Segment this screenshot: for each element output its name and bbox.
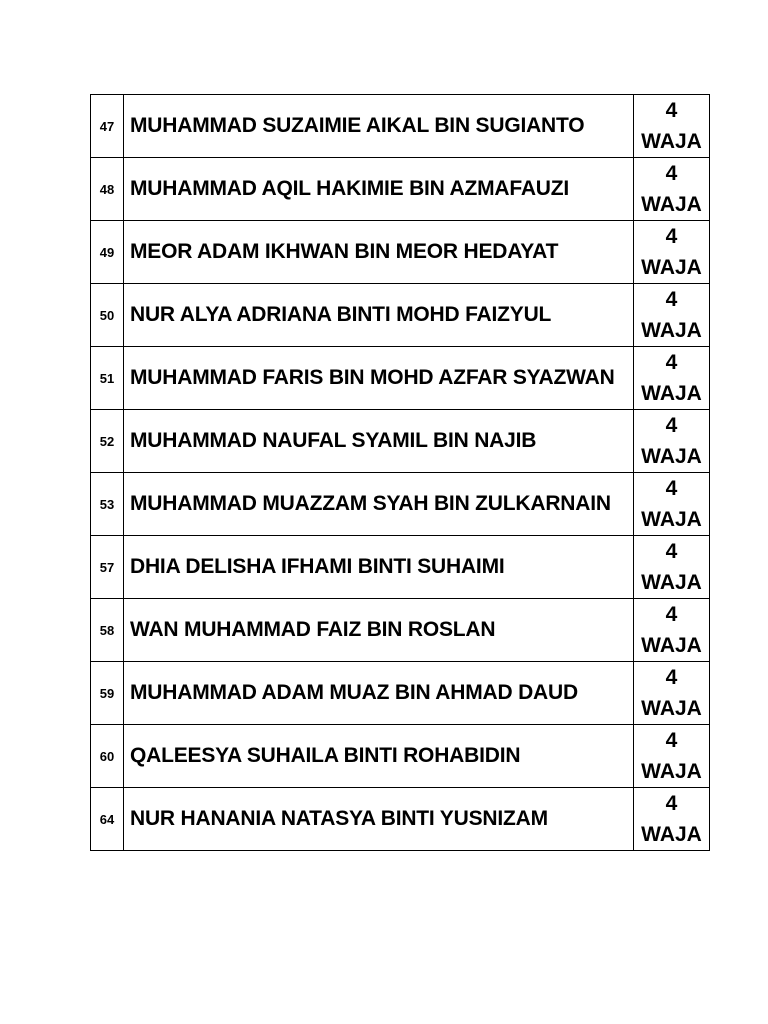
table-row [91, 473, 710, 536]
class-name: WAJA [641, 697, 702, 720]
table-row [91, 662, 710, 725]
class-level: 4 [665, 666, 678, 689]
class-cell [634, 725, 710, 788]
student-name: MUHAMMAD SUZAIMIE AIKAL BIN SUGIANTO [124, 95, 634, 158]
row-number: 60 [91, 725, 124, 788]
class-name: WAJA [641, 193, 702, 216]
row-number: 64 [91, 788, 124, 851]
class-cell [634, 410, 710, 473]
class-name: WAJA [641, 571, 702, 594]
class-level: 4 [665, 414, 678, 437]
student-name: DHIA DELISHA IFHAMI BINTI SUHAIMI [124, 536, 634, 599]
table-row [91, 725, 710, 788]
student-table-body [91, 95, 710, 851]
class-level: 4 [665, 288, 678, 311]
row-number: 47 [91, 95, 124, 158]
class-name: WAJA [641, 319, 702, 342]
table-row [91, 347, 710, 410]
class-level: 4 [665, 477, 678, 500]
class-cell [634, 662, 710, 725]
row-number: 49 [91, 221, 124, 284]
row-number: 48 [91, 158, 124, 221]
class-name: WAJA [641, 634, 702, 657]
table-row [91, 599, 710, 662]
class-name: WAJA [641, 823, 702, 846]
table-row [91, 284, 710, 347]
table-row [91, 95, 710, 158]
student-name: QALEESYA SUHAILA BINTI ROHABIDIN [124, 725, 634, 788]
table-row [91, 158, 710, 221]
row-number: 52 [91, 410, 124, 473]
class-name: WAJA [641, 130, 702, 153]
class-cell [634, 284, 710, 347]
class-cell [634, 95, 710, 158]
student-name: MUHAMMAD NAUFAL SYAMIL BIN NAJIB [124, 410, 634, 473]
class-cell [634, 221, 710, 284]
student-name: MUHAMMAD ADAM MUAZ BIN AHMAD DAUD [124, 662, 634, 725]
student-name: MUHAMMAD MUAZZAM SYAH BIN ZULKARNAIN [124, 473, 634, 536]
class-level: 4 [665, 351, 678, 374]
class-name: WAJA [641, 760, 702, 783]
table-row [91, 788, 710, 851]
student-name: NUR HANANIA NATASYA BINTI YUSNIZAM [124, 788, 634, 851]
class-cell [634, 599, 710, 662]
row-number: 58 [91, 599, 124, 662]
class-level: 4 [665, 162, 678, 185]
table-row [91, 536, 710, 599]
row-number: 57 [91, 536, 124, 599]
class-cell [634, 473, 710, 536]
class-cell [634, 536, 710, 599]
class-cell [634, 158, 710, 221]
class-cell [634, 788, 710, 851]
class-level: 4 [665, 729, 678, 752]
class-name: WAJA [641, 445, 702, 468]
class-level: 4 [665, 792, 678, 815]
class-level: 4 [665, 603, 678, 626]
student-name: WAN MUHAMMAD FAIZ BIN ROSLAN [124, 599, 634, 662]
class-level: 4 [665, 225, 678, 248]
class-name: WAJA [641, 256, 702, 279]
row-number: 51 [91, 347, 124, 410]
class-cell [634, 347, 710, 410]
student-name: NUR ALYA ADRIANA BINTI MOHD FAIZYUL [124, 284, 634, 347]
class-level: 4 [665, 540, 678, 563]
student-name: MUHAMMAD AQIL HAKIMIE BIN AZMAFAUZI [124, 158, 634, 221]
student-name: MUHAMMAD FARIS BIN MOHD AZFAR SYAZWAN [124, 347, 634, 410]
row-number: 59 [91, 662, 124, 725]
class-name: WAJA [641, 508, 702, 531]
class-name: WAJA [641, 382, 702, 405]
row-number: 50 [91, 284, 124, 347]
table-row [91, 410, 710, 473]
student-name: MEOR ADAM IKHWAN BIN MEOR HEDAYAT [124, 221, 634, 284]
class-level: 4 [665, 99, 678, 122]
row-number: 53 [91, 473, 124, 536]
table-row [91, 221, 710, 284]
student-table [90, 94, 710, 851]
